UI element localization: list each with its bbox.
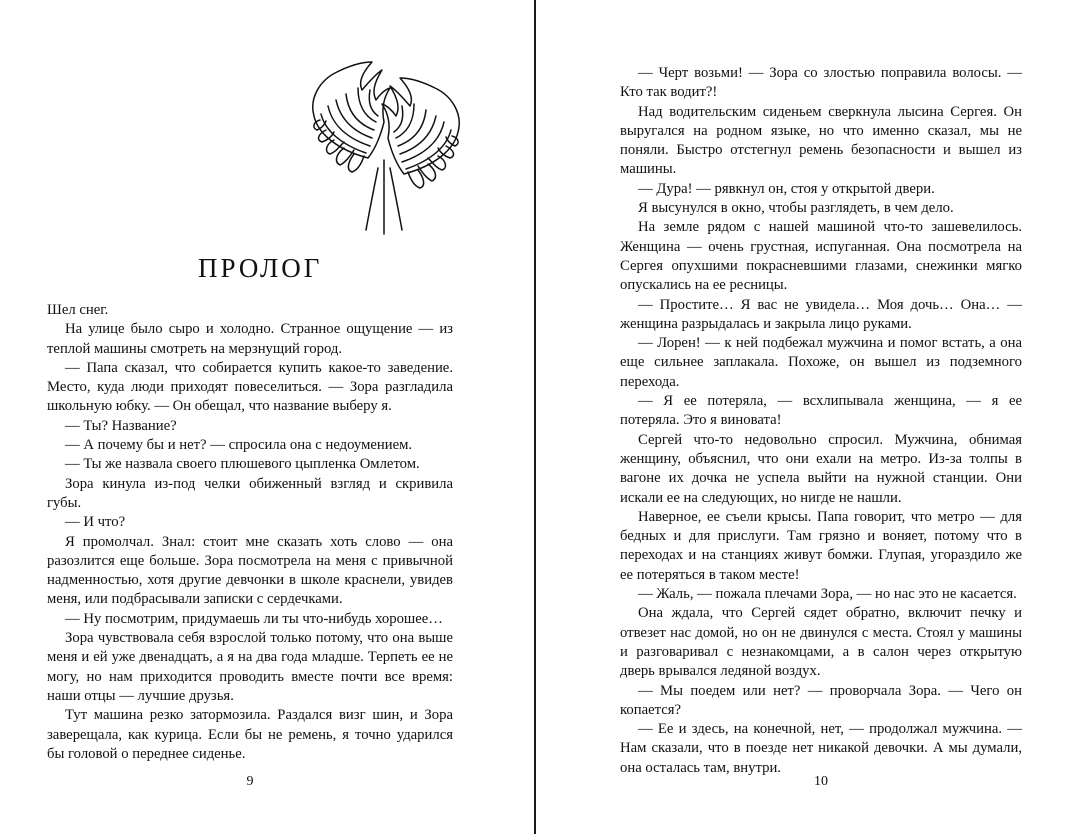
paragraph: — И что? — [65, 514, 126, 531]
paragraph: — Жаль, — пожала плечами Зора, — но нас это не касается. — [638, 586, 1017, 603]
paragraph: Зора кинула из-под челки обиженный взгляд и скривила губы. — [47, 475, 453, 511]
paragraph: Над водительским сиденьем сверкнула лысина Сергея. Он выругался на родном языке, но что именно сказал, мы не поняли. Быстро отстегнул ремень безопасности и вышел из машины. — [620, 103, 1022, 178]
paragraph: Тут машина резко затормозила. Раздался визг шин, и Зора заверещала, как курица. Если бы не ремень, я точно ударился бы головой о переднее сиденье. — [47, 707, 453, 762]
paragraph: Она ждала, что Сергей сядет обратно, включит печку и отвезет нас домой, но он не двинулся с места. Стоял у машины и разговаривал с незнакомцами, а в салон через открытую дверь врывался ледяной воздух. — [620, 605, 1022, 680]
left-page — [0, 0, 534, 834]
paragraph: — Лорен! — к ней подбежал мужчина и помог встать, а она еще сильнее заплакала. Похоже, он вышел из подземного перехода. — [620, 335, 1022, 390]
paragraph: — Ее и здесь, на конечной, нет, — продолжал мужчина. — Нам сказали, что в поезде нет никакой девочки. А мы думали, она осталась там, внутри. — [620, 721, 1022, 776]
paragraph: Сергей что-то недовольно спросил. Мужчина, обнимая женщину, объяснил, что они ехали на метро. Из-за толпы в вагоне их дочка не успела выйти на нужной станции. Они искали ее на следующих, но нигде не нашли. — [620, 431, 1022, 506]
page-number: 10 — [814, 774, 828, 789]
paragraph: — Черт возьми! — Зора со злостью поправила волосы. — Кто так водит?! — [620, 65, 1022, 101]
right-page-text — [620, 64, 1022, 778]
paragraph: На улице было сыро и холодно. Странное ощущение — из теплой машины смотреть на мерзнущий город. — [47, 321, 453, 357]
left-page-text — [47, 301, 453, 764]
paragraph: — Ну посмотрим, придумаешь ли ты что-нибудь хорошее… — [65, 610, 443, 627]
paragraph: — А почему бы и нет? — спросила она с недоумением. — [65, 437, 413, 454]
angel-wings-icon — [300, 58, 470, 240]
paragraph: — Дура! — рявкнул он, стоя у открытой двери. — [638, 180, 935, 197]
paragraph: — Папа сказал, что собирается купить какое-то заведение. Место, куда люди приходят повеселиться. — Зора разгладила школьную юбку. — Он обещал, что название выберу я. — [47, 359, 453, 415]
chapter-title: ПРОЛОГ — [198, 253, 323, 283]
paragraph: — Ты? Название? — [65, 417, 177, 434]
paragraph: Я высунулся в окно, чтобы разглядеть, в чем дело. — [638, 200, 954, 217]
paragraph: Я промолчал. Знал: стоит мне сказать хоть слово — она разозлится еще больше. Зора посмотрела на меня с привычной надменностью, хотя другие девчонки в школе краснели, увидев меня, или подбрасывали записки с сердечками. — [47, 533, 453, 608]
paragraph: — Мы поедем или нет? — проворчала Зора. — Чего он копается? — [620, 682, 1022, 718]
page-number: 9 — [246, 774, 254, 789]
right-page — [536, 0, 1074, 834]
paragraph: На земле рядом с нашей машиной что-то зашевелилось. Женщина — очень грустная, испуганная. Она посмотрела на Сергея опухшими покрасневшими глазами, снежинки мягко опускались на ее ресницы. — [620, 219, 1022, 294]
paragraph: Шел снег. — [47, 302, 109, 318]
paragraph: — Простите… Я вас не увидела… Моя дочь… Она… — женщина разрыдалась и закрыла лицо руками. — [620, 296, 1022, 332]
paragraph: Наверное, ее съели крысы. Папа говорит, что метро — для бедных и для прислуги. Там грязно и воняет, потому что в переходах и на станциях живут бомжи. Глупая, угораздило же ее потеряться в таком месте! — [620, 508, 1022, 583]
paragraph: — Я ее потеряла, — всхлипывала женщина, — я ее потеряла. Это я виновата! — [620, 393, 1022, 429]
paragraph: — Ты же назвала своего плюшевого цыпленка Омлетом. — [65, 456, 420, 473]
paragraph: Зора чувствовала себя взрослой только потому, что она выше меня и ей уже двенадцать, а я на два года младше. Терпеть ее не могу, но нам приходится проводить вместе почти все время: наши отцы — лучшие друзья. — [47, 630, 453, 704]
